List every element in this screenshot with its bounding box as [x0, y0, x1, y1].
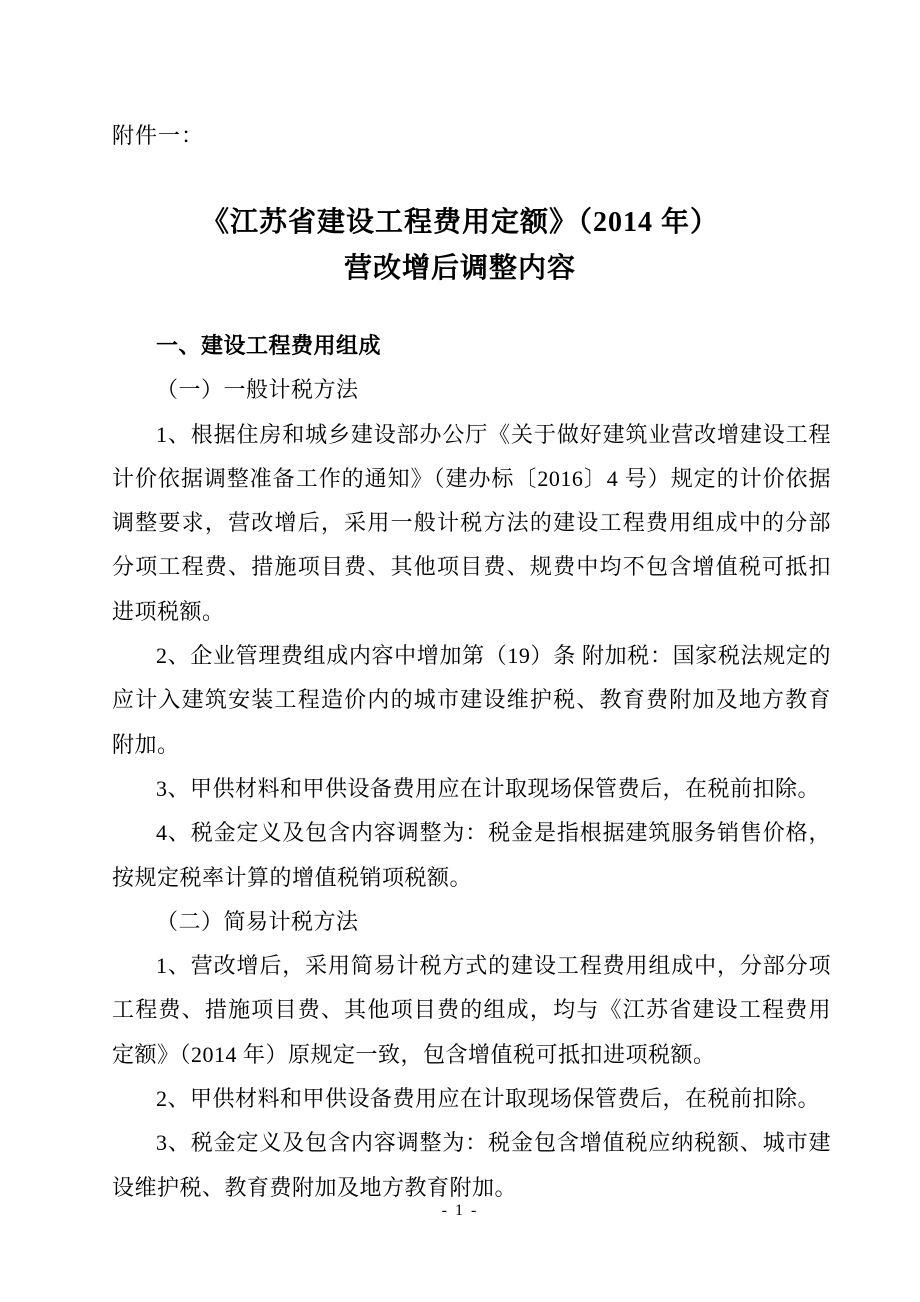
paragraph-general-4: 4、税金定义及包含内容调整为：税金是指根据建筑服务销售价格，按规定税率计算的增值税销项税额。 [112, 820, 831, 890]
paragraph-simple-2: 2、甲供材料和甲供设备费用应在计取现场保管费后，在税前扣除。 [156, 1086, 821, 1112]
document-body [112, 324, 831, 1210]
paragraph-simple-3: 3、税金定义及包含内容调整为：税金包含增值税应纳税额、城市建设维护税、教育费附加及地方教育附加。 [112, 1130, 831, 1200]
subsection-heading-general-tax-method: （一）一般计税方法 [156, 377, 359, 403]
document-title [0, 200, 920, 292]
document-title-line-1: 《江苏省建设工程费用定额》（2014 年） [200, 207, 719, 238]
page-number: - 1 - [441, 1202, 479, 1219]
paragraph-simple-1: 1、营改增后，采用简易计税方式的建设工程费用组成中，分部分项工程费、措施项目费、其他项目费的组成，均与《江苏省建设工程费用定额》（2014 年）原规定一致，包含增值税可抵扣进项税额。 [112, 953, 831, 1067]
paragraph-general-2: 2、企业管理费组成内容中增加第（19）条 附加税：国家税法规定的应计入建筑安装工程造价内的城市建设维护税、教育费附加及地方教育附加。 [112, 643, 831, 757]
paragraph-general-3: 3、甲供材料和甲供设备费用应在计取现场保管费后，在税前扣除。 [156, 775, 821, 801]
subsection-heading-simple-tax-method: （二）简易计税方法 [156, 908, 359, 934]
paragraph-general-1: 1、根据住房和城乡建设部办公厅《关于做好建筑业营改增建设工程计价依据调整准备工作的通知》（建办标〔2016〕4 号）规定的计价依据调整要求，营改增后，采用一般计税方法的建设工程费用组成中的分部分项工程费、措施项目费、其他项目费、规费中均不包含增值税可抵扣进项税额。 [112, 421, 831, 624]
section-heading-fee-composition: 一、建设工程费用组成 [156, 333, 382, 358]
attachment-label: 附件一： [112, 123, 205, 148]
document-title-line-2: 营改增后调整内容 [343, 253, 576, 284]
